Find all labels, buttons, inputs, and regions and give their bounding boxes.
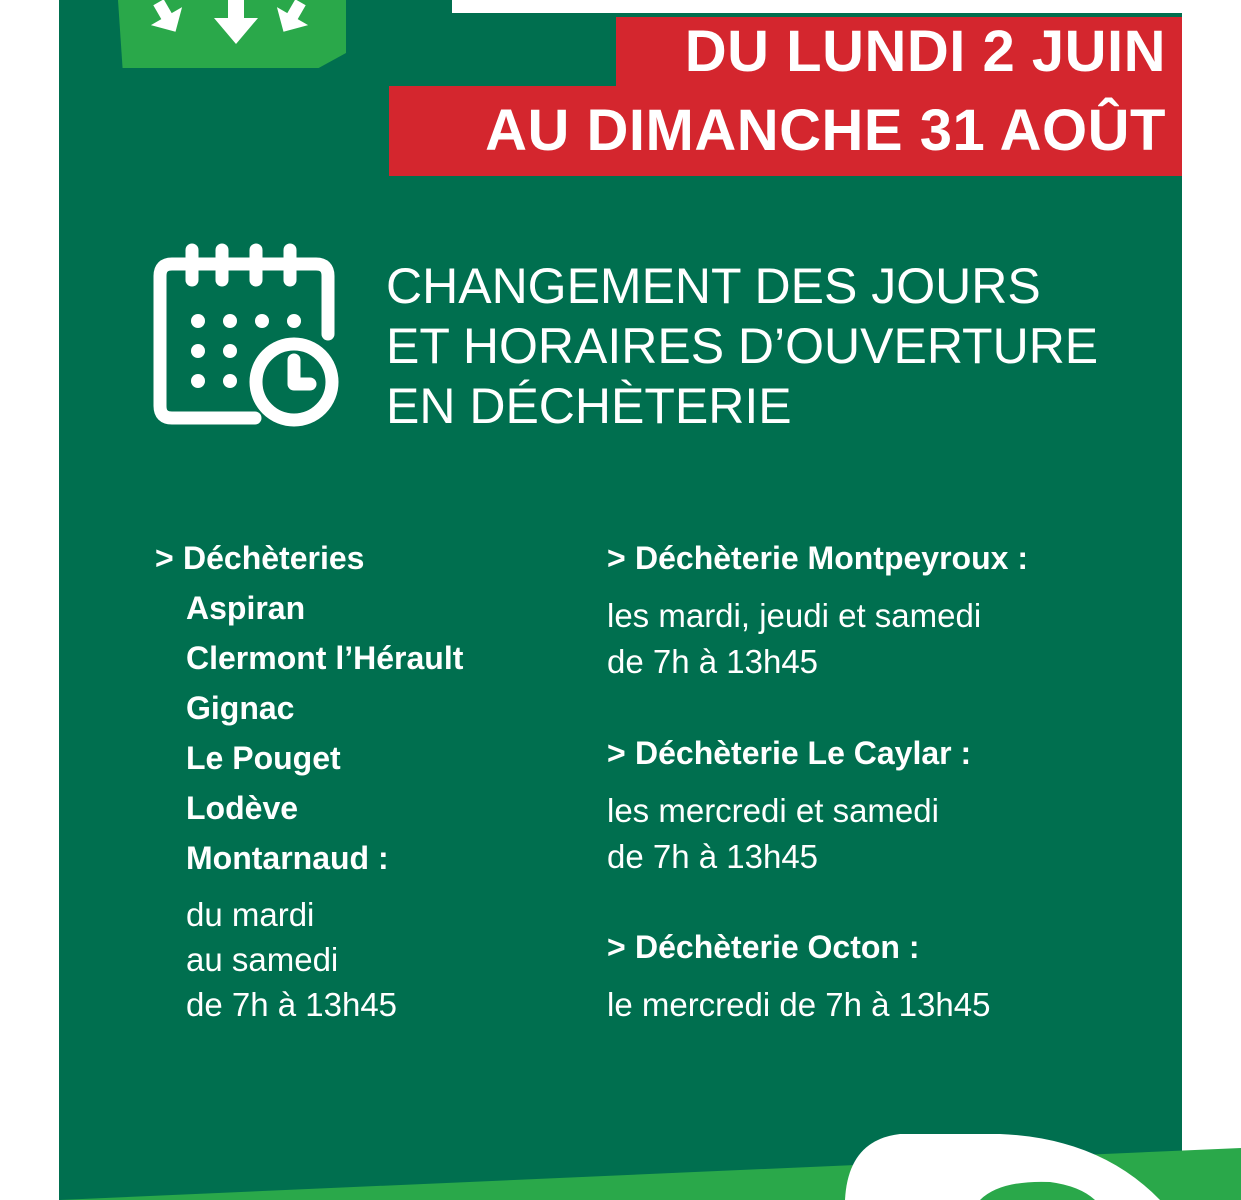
montpeyroux-block [607,533,1167,685]
hours-line: du mardi [186,896,315,933]
left-title-text: Déchèteries [183,540,365,576]
bottom-decoration [0,1120,1241,1200]
arrow-marker: > [607,929,626,965]
site-title [607,533,1167,583]
date-banner-line-2: AU DIMANCHE 31 AOÛT [389,86,1182,176]
hours-line: de 7h à 13h45 [607,838,819,875]
site-title-text: Déchèterie Le Caylar : [635,735,972,771]
site-title-text: Déchèterie Montpeyroux : [635,540,1028,576]
hours-line: le mercredi de 7h à 13h45 [607,986,991,1023]
le-caylar-block [607,728,1167,880]
hours-line: les mardi, jeudi et samedi [607,597,982,634]
hours-line: de 7h à 13h45 [186,986,398,1023]
site-title [607,922,1167,972]
site-item: Montarnaud : [186,840,389,876]
date-banner-line-1: DU LUNDI 2 JUIN [616,17,1182,87]
left-hours [186,892,397,1027]
site-item: Clermont l’Hérault [186,640,464,676]
left-title [155,533,463,583]
arrow-marker: > [607,735,626,771]
recycle-arrows-icon [136,0,316,46]
calendar-clock-icon [150,242,340,434]
arrow-marker: > [155,540,174,576]
hours-line: au samedi [186,941,339,978]
site-title [607,728,1167,778]
logo-tab [118,0,346,68]
site-item: Gignac [186,690,295,726]
heading-line-3: EN DÉCHÈTERIE [386,378,792,434]
site-item: Lodève [186,790,299,826]
hours-line: les mercredi et samedi [607,792,939,829]
hours-line: de 7h à 13h45 [607,643,819,680]
heading-line-1: CHANGEMENT DES JOURS [386,258,1041,314]
left-site-list [155,533,463,883]
octon-block [607,922,1167,1028]
site-item: Le Pouget [186,740,341,776]
top-white-strip [452,0,1182,13]
arrow-marker: > [607,540,626,576]
heading-line-2: ET HORAIRES D’OUVERTURE [386,318,1099,374]
page-heading [386,256,1166,436]
site-title-text: Déchèterie Octon : [635,929,920,965]
site-item: Aspiran [186,590,306,626]
